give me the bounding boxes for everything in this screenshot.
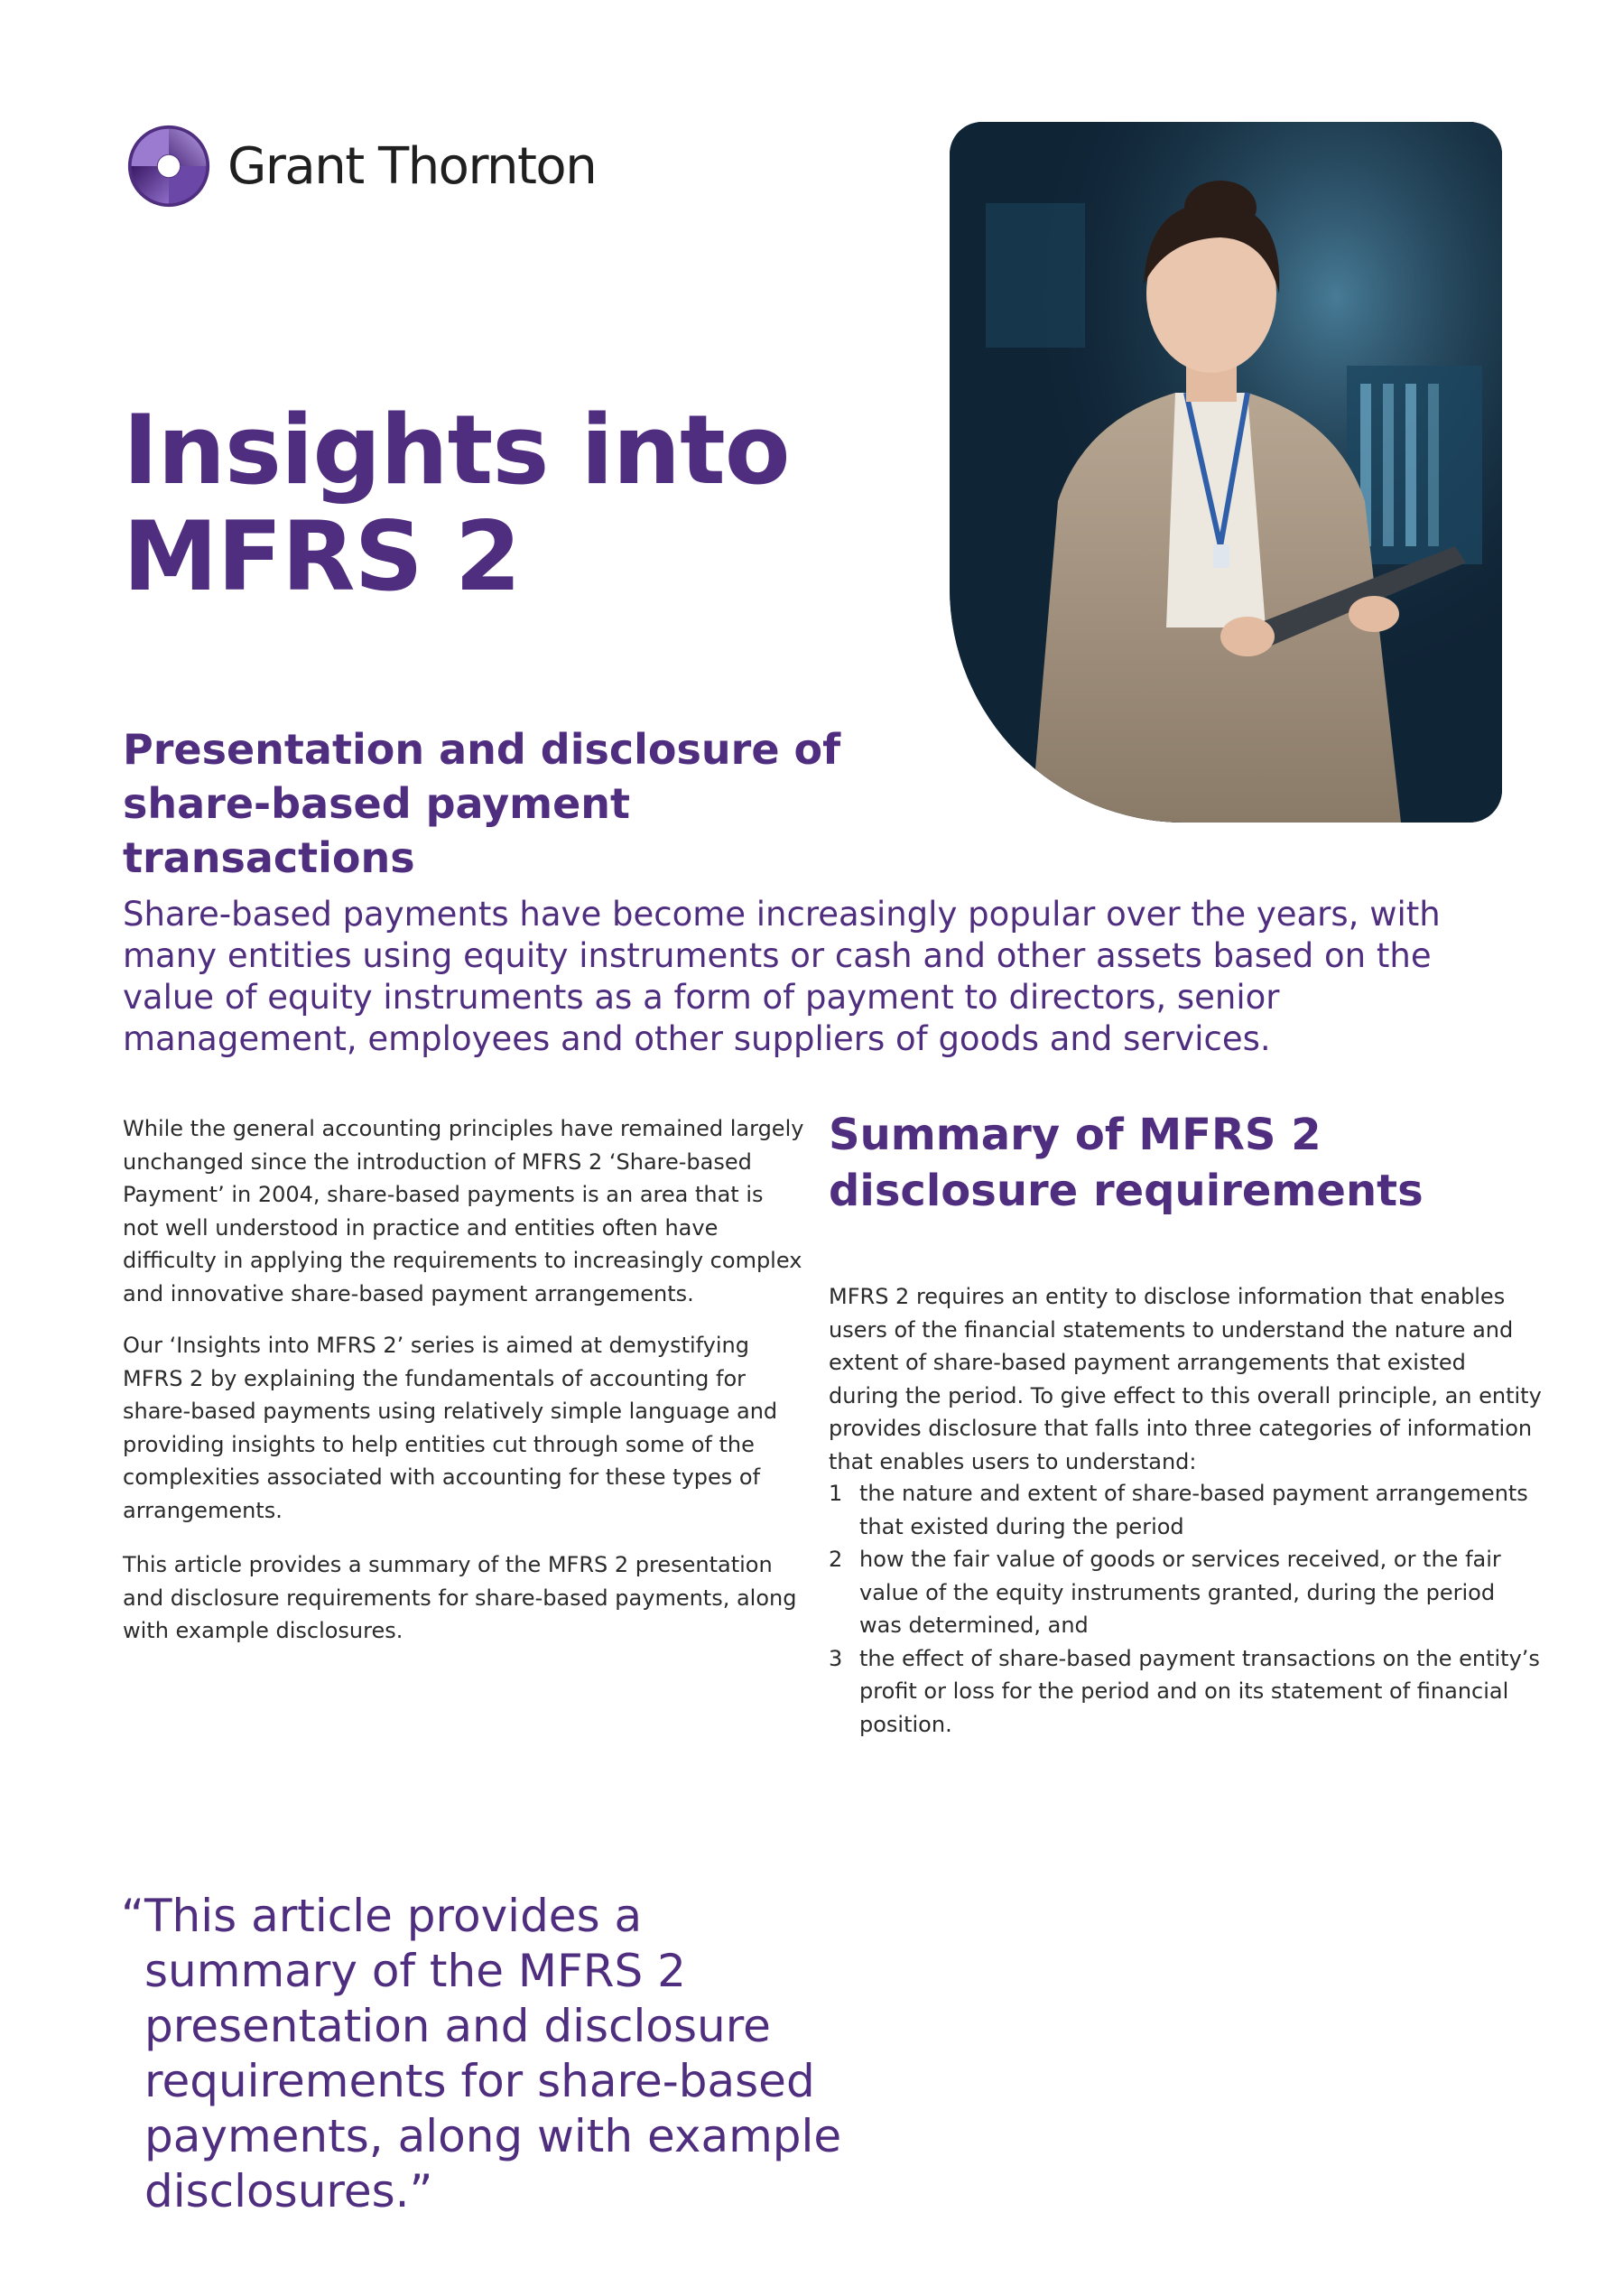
- body-paragraph: Our ‘Insights into MFRS 2’ series is aimed at demystifying MFRS 2 by explaining the fundamentals of accounting for share-based payments using relatively simple language and providing insights to help entities cut through some of the complexities associated with accounting for these types of arrangements.: [123, 1333, 778, 1523]
- brand-name: Grant Thornton: [227, 136, 597, 196]
- list-number: 1: [829, 1481, 843, 1506]
- section-body: MFRS 2 requires an entity to disclose information that enables users of the financial statements to understand the nature and extent of share-based payment arrangements that existed during the period. To give effect to this overall principle, an entity provides disclosure that falls into three categories of information that enables users to understand:: [829, 1284, 1542, 1474]
- pull-quote: [123, 1889, 863, 2219]
- list-number: 3: [829, 1645, 843, 1671]
- hero-photo: [950, 122, 1502, 823]
- section-heading: Summary of MFRS 2 disclosure requirements: [829, 1110, 1424, 1216]
- list-text: how the fair value of goods or services received, or the fair value of the equity instruments granted, during the period was determined, and: [859, 1547, 1501, 1638]
- page-title: Insights into MFRS 2: [123, 395, 790, 612]
- list-item: [829, 1477, 1542, 1543]
- page-subtitle: Presentation and disclosure of share-based payment transactions: [123, 725, 841, 882]
- list-number: 2: [829, 1547, 843, 1572]
- body-paragraph: This article provides a summary of the MFRS 2 presentation and disclosure requirements for share-based payments, along with example disclosures.: [123, 1552, 797, 1643]
- woman-with-tablet-photo: [950, 122, 1502, 823]
- list-text: the nature and extent of share-based payment arrangements that existed during the period: [859, 1481, 1528, 1539]
- list-text: the effect of share-based payment transactions on the entity’s profit or loss for the period and on its statement of financial position.: [859, 1645, 1540, 1737]
- quote-text: This article provides a summary of the MFRS 2 presentation and disclosure requirements for share-based payments, along with example disclosures.”: [144, 1890, 842, 2217]
- quote-open-mark: “: [121, 1890, 144, 1942]
- list-item: [829, 1642, 1542, 1742]
- brand-logo: [126, 121, 596, 211]
- list-item: [829, 1543, 1542, 1642]
- requirements-list: [829, 1477, 1542, 1741]
- intro-paragraph: Share-based payments have become increasingly popular over the years, with many entities using equity instruments or cash and other assets based on the value of equity instruments as a form of payment to directors, senior management, employees and other suppliers of goods and services.: [123, 895, 1441, 1058]
- body-paragraph: While the general accounting principles have remained largely unchanged since the introduction of MFRS 2 ‘Share-based Payment’ in 2004, share-based payments is an area that is not well understood in practice and entities often have difficulty in applying the requirements to increasingly complex and innovative share-based payment arrangements.: [123, 1116, 804, 1306]
- grant-thornton-swirl-icon: [126, 124, 211, 209]
